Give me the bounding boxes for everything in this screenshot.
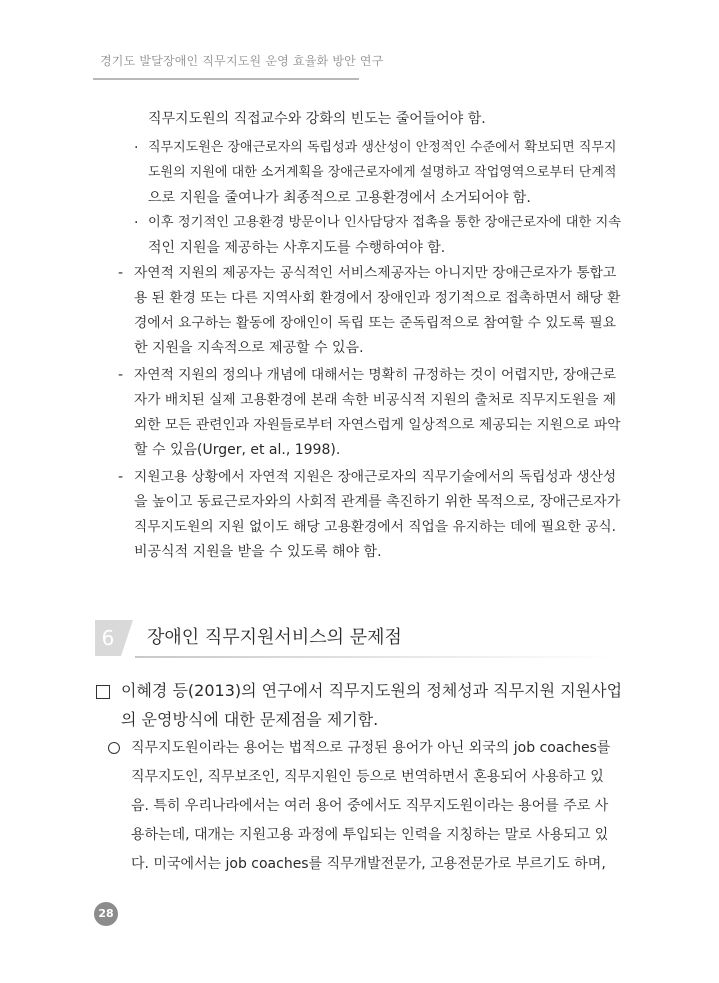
dash-bullet: - [118, 469, 124, 485]
text-line: 한 지원을 지속적으로 제공할 수 있음. [134, 340, 364, 356]
text-line: 으로 지원을 줄여나가 최종적으로 고용환경에서 소거되어야 함. [148, 190, 531, 206]
dot-bullet: · [134, 215, 139, 231]
text-line: 외한 모든 관련인과 자원들로부터 자연스럽게 일상적으로 제공되는 지원으로 파악 [134, 417, 621, 433]
section-heading [95, 620, 615, 658]
text-line: 지원고용 상황에서 자연적 지원은 장애근로자의 직무기술에서의 독립성과 생산성 [134, 469, 617, 485]
header-title: 경기도 발달장애인 직무지도원 운영 효율화 방안 연구 [100, 54, 384, 68]
text-line: 직무지도원의 직접교수와 강화의 빈도는 줄어들어야 함. [148, 111, 486, 127]
header-rule [93, 78, 359, 80]
text-line: 자연적 지원의 정의나 개념에 대해서는 명확히 규정하는 것이 어렵지만, 장애근로 [134, 367, 617, 383]
dot-bullet: · [134, 140, 139, 156]
text-line: 이후 정기적인 고용환경 방문이나 인사담당자 접촉을 통한 장애근로자에 대한 지속 [148, 215, 622, 230]
square-bullet-icon [96, 685, 110, 699]
dash-bullet: - [118, 367, 124, 383]
page-number: 28 [94, 902, 118, 926]
text-line: 자연적 지원의 제공자는 공식적인 서비스제공자는 아니지만 장애근로자가 통합고 [134, 265, 617, 281]
text-line: 할 수 있음(Urger, et al., 1998). [134, 442, 341, 458]
text-line: 용 된 환경 또는 다른 지역사회 환경에서 장애인과 정기적으로 접촉하면서 해당 환 [134, 290, 621, 306]
text-line: 용하는데, 대개는 지원고용 과정에 투입되는 인력을 지칭하는 말로 사용되고 있 [131, 827, 609, 843]
text-line: 음. 특히 우리나라에서는 여러 용어 중에서도 직무지도원이라는 용어를 주로 사 [131, 798, 609, 814]
text-line: 다. 미국에서는 job coaches를 직무개발전문가, 고용전문가로 부르기도 하며, [131, 856, 606, 872]
text-line: 직무지도원의 지원 없이도 해당 고용환경에서 직업을 유지하는 데에 필요한 공식. [134, 519, 617, 535]
text-line: 도원의 지원에 대한 소거계획을 장애근로자에게 설명하고 작업영역으로부터 단계적 [148, 165, 617, 180]
text-line: 직무지도원이라는 용어는 법적으로 규정된 용어가 아닌 외국의 job coaches를 [131, 740, 611, 756]
text-line: 자가 배치된 실제 고용환경에 본래 속한 비공식적 지원의 출처로 직무지도원을 제 [134, 392, 617, 408]
section-number: 6 [95, 620, 121, 656]
text-line: 적인 지원을 제공하는 사후지도를 수행하여야 함. [148, 240, 446, 256]
text-line: 직무지도인, 직무보조인, 직무지원인 등으로 번역하면서 혼용되어 사용하고 있 [131, 769, 604, 785]
text-line: 직무지도원은 장애근로자의 독립성과 생산성이 안정적인 수준에서 확보되면 직무지 [148, 140, 617, 155]
section-number-slant [121, 620, 133, 656]
text-line: 을 높이고 동료근로자와의 사회적 관계를 촉진하기 위한 목적으로, 장애근로자가 [134, 494, 621, 510]
text-line: 이혜경 등(2013)의 연구에서 직무지도원의 정체성과 직무지원 지원사업 [121, 681, 623, 700]
text-line: 경에서 요구하는 활동에 장애인이 독립 또는 준독립적으로 참여할 수 있도록 필요 [134, 315, 617, 331]
text-line: 비공식적 지원을 받을 수 있도록 해야 함. [134, 544, 382, 560]
text-line: 의 운영방식에 대한 문제점을 제기함. [121, 710, 379, 729]
dash-bullet: - [118, 265, 124, 281]
section-underline [135, 656, 615, 658]
circle-bullet-icon [108, 742, 120, 754]
section-title: 장애인 직무지원서비스의 문제점 [147, 627, 402, 648]
